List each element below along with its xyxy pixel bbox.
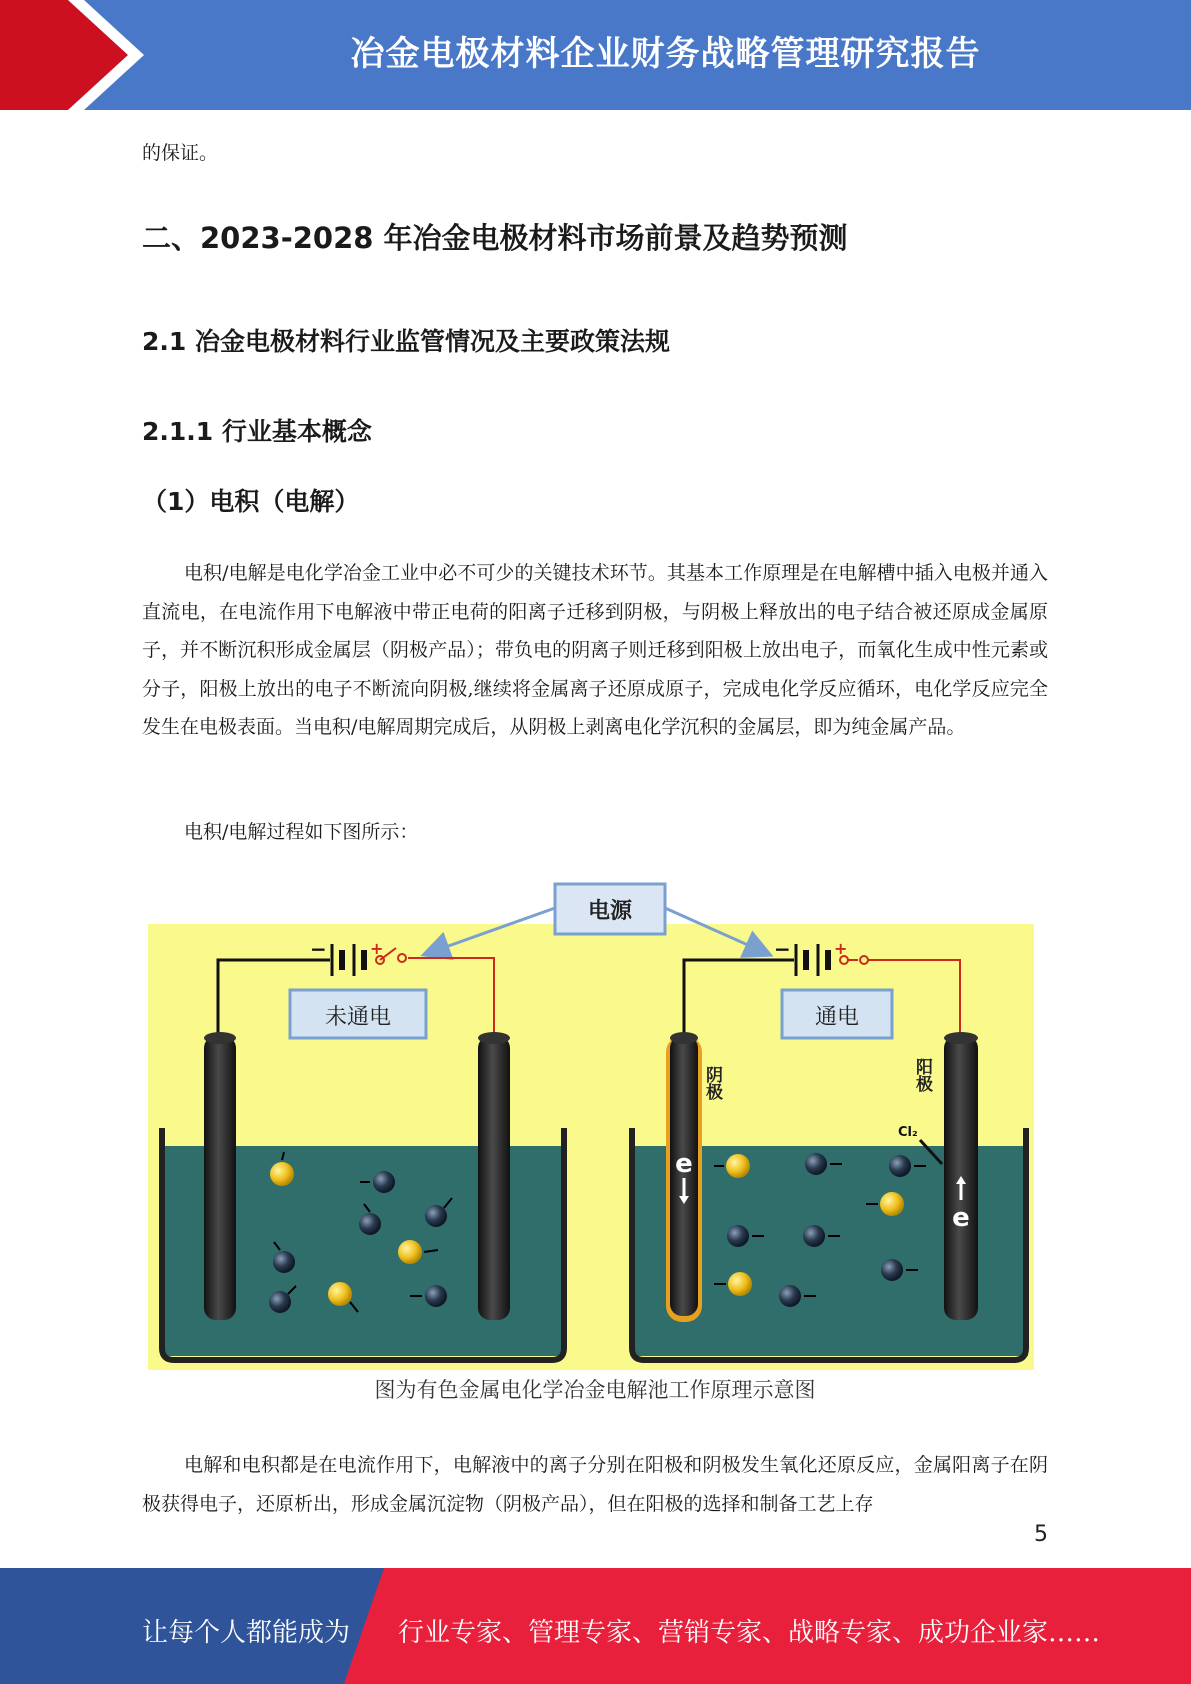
section-heading: 二、2023-2028 年冶金电极材料市场前景及趋势预测 [142, 221, 848, 255]
continued-text: 的保证。 [142, 142, 219, 164]
anode-label: 阳极 [912, 1058, 932, 1092]
power-label: 电源 [587, 899, 633, 924]
subsection-heading: 2.1 冶金电极材料行业监管情况及主要政策法规 [142, 327, 670, 356]
left-electrode-1 [204, 1036, 236, 1320]
svg-text:−: − [310, 937, 327, 961]
powered-label: 通电 [814, 1005, 860, 1030]
svg-text:+: + [370, 939, 384, 958]
paragraph-electrowinning: 电积/电解是电化学冶金工业中必不可少的关键技术环节。其基本工作原理是在电解槽中插入电极并通入直流电，在电流作用下电解液中带正电荷的阳离子迁移到阴极，与阴极上释放出的电子结合被还原成金属原子，并不断沉积形成金属层（阴极产品）；带负电的阴离子则迁移到阳极上放出电子，而氧化生成中性元素或分子，阳极上放出的电子不断流向阴极,继续将金属离子还原成原子，完成电化学反应循环，电化学反应完全发生在电极表面。当电积/电解周期完成后，从阴极上剥离电化学沉积的金属层，即为纯金属产品。 [142, 562, 1048, 738]
page-number: 5 [1034, 1522, 1048, 1547]
svg-text:−: − [774, 937, 791, 961]
cathode-label: 阴极 [702, 1066, 722, 1100]
left-electrode-2 [478, 1036, 510, 1320]
electron-symbol-cathode: e [675, 1149, 693, 1179]
paragraph-comparison: 电解和电积都是在电流作用下，电解液中的离子分别在阳极和阴极发生氧化还原反应，金属阳离子在阴极获得电子，还原析出，形成金属沉淀物（阴极产品），但在阳极的选择和制备工艺上存 [142, 1454, 1048, 1515]
footer-slogan-left: 让每个人都能成为 [142, 1618, 351, 1648]
power-source-box [555, 884, 665, 934]
electron-symbol-anode: e [952, 1203, 970, 1233]
footer-slogan-right: 行业专家、管理专家、营销专家、战略专家、成功企业家…… [398, 1618, 1101, 1648]
paragraph-figure-intro: 电积/电解过程如下图所示： [184, 821, 419, 843]
figure-caption: 图为有色金属电化学冶金电解池工作原理示意图 [374, 1378, 816, 1402]
report-title: 冶金电极材料企业财务战略管理研究报告 [350, 34, 981, 74]
page-header [0, 0, 1191, 110]
chlorine-label: Cl₂ [898, 1125, 918, 1140]
electrolysis-diagram [148, 878, 1034, 1370]
header-chevron-decoration [0, 0, 160, 110]
subsubsection-heading: 2.1.1 行业基本概念 [142, 417, 372, 446]
item-heading: （1）电积（电解） [142, 487, 360, 516]
svg-text:+: + [834, 939, 848, 958]
unpowered-label: 未通电 [324, 1005, 392, 1030]
